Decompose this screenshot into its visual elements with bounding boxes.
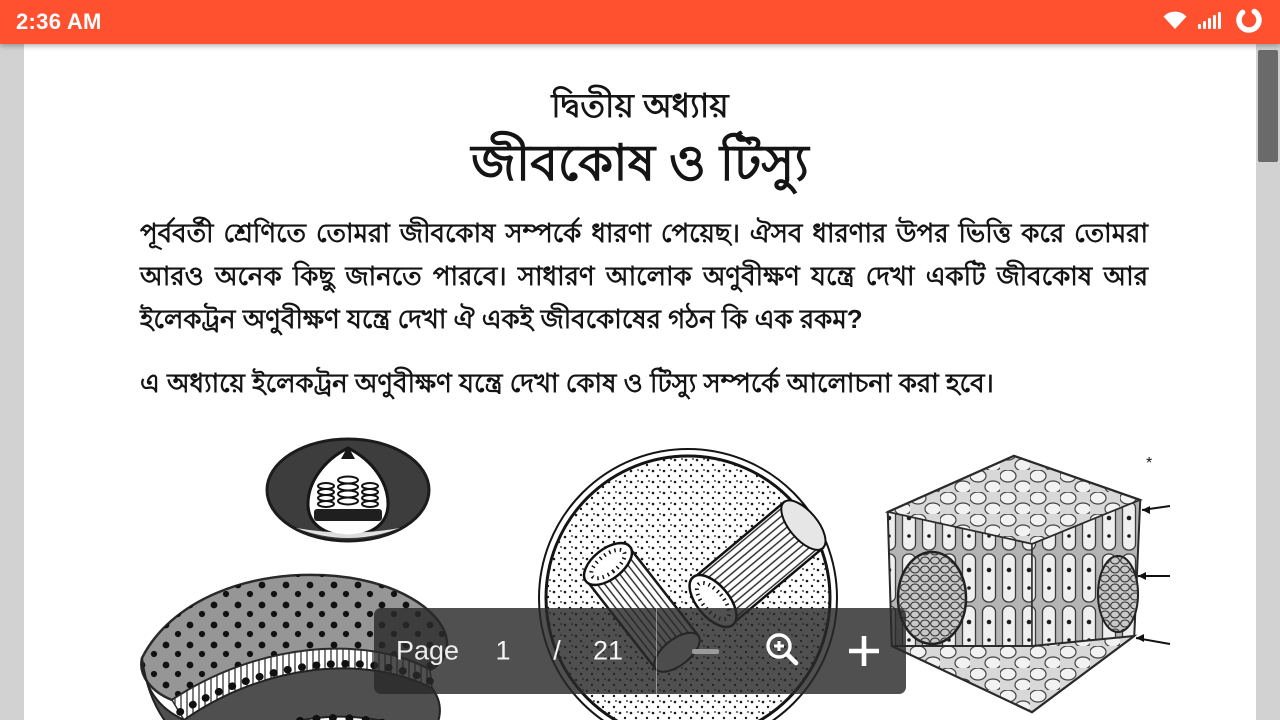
paragraph: পূর্ববর্তী শ্রেণিতে তোমরা জীবকোষ সম্পর্কে ধারণা পেয়েছ। ঐসব ধারণার উপর ভিত্তি করে তোমরা আরও অনেক কিছু জানতে পারবে। সাধারণ আলোক অণুবীক্ষণ যন্ত্রে দেখা একটি জীবকোষ আর ইলেকট্রন অণুবীক্ষণ যন্ত্রে দেখা ঐ একই জীবকোষের গঠন কি এক রকম? [140,218,1148,334]
page-toolbar [374,608,906,694]
plus-icon [847,634,881,668]
status-icons [1162,5,1264,40]
page-label: Page [396,635,460,666]
page-title: জীবকোষ ও টিস্যু [471,135,809,191]
page-separator: / [553,635,561,666]
zoom-out-button[interactable] [681,627,729,675]
mitochondrion-figure [264,436,432,554]
paragraph: এ অধ্যায়ে ইলেকট্রন অণুবীক্ষণ যন্ত্রে দেখা কোষ ও টিস্যু সম্পর্কে আলোচনা করা হবে। [140,368,994,398]
total-pages: 21 [592,635,624,666]
current-page-number[interactable]: 1 [495,635,511,666]
minus-icon [692,649,719,654]
scrollbar-track[interactable] [1256,44,1280,720]
magnifier-plus-icon [763,631,803,671]
zoom-button[interactable] [759,627,807,675]
zoom-in-button[interactable] [840,627,888,675]
cellular-signal-icon [1197,8,1225,37]
chapter-label: দ্বিতীয় অধ্যায় [551,87,729,124]
svg-text:*: * [1146,455,1153,472]
clock: 2:36 AM [16,9,102,34]
tissue-section-figure [880,448,1172,718]
wifi-icon [1162,8,1188,37]
battery-ring-icon [1234,5,1264,40]
status-bar [0,0,1280,44]
toolbar-divider [656,608,657,694]
scrollbar-thumb[interactable] [1258,50,1278,162]
